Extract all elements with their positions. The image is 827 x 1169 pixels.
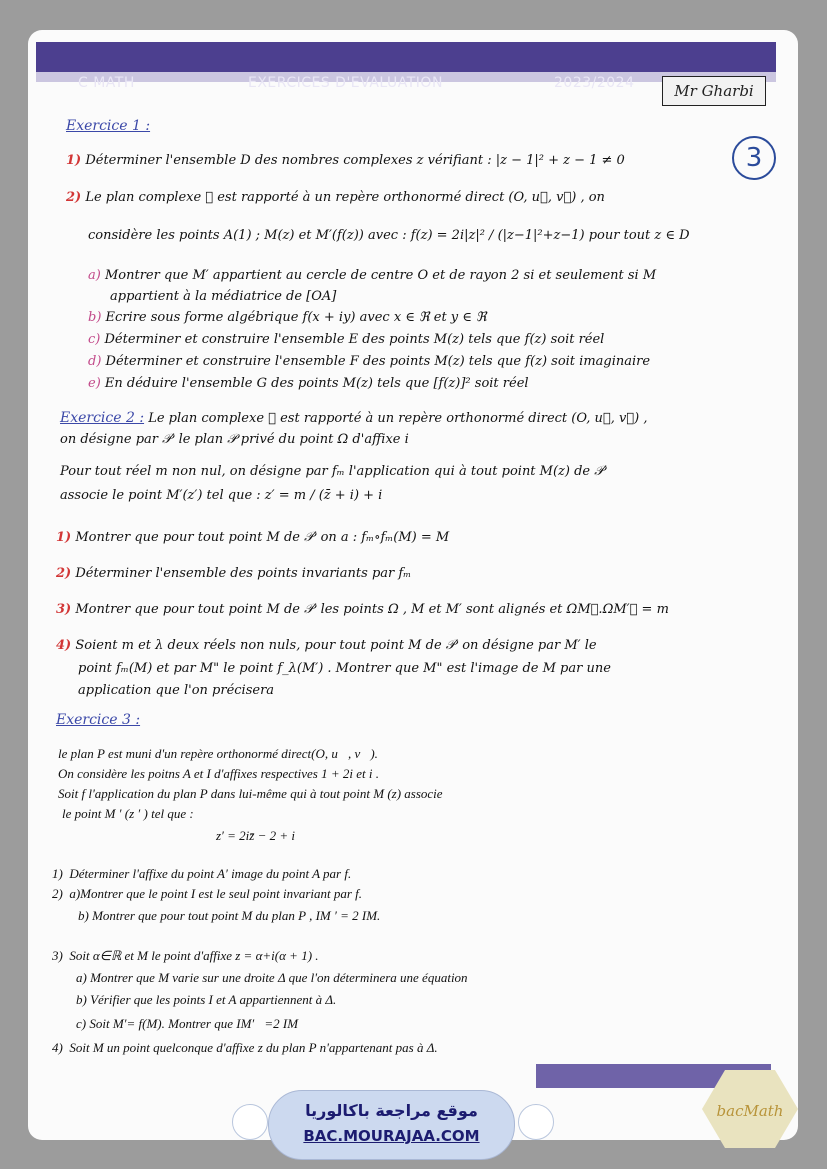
ex1-e-text: En déduire l'ensemble G des points M(z) tels que [f(z)]² soit réel [104, 376, 529, 391]
ex1-q2-number: 2) [66, 190, 82, 205]
ex2-q2-text: Déterminer l'ensemble des points invariants par fₘ [75, 566, 412, 581]
ex2-q1-number: 1) [56, 530, 72, 545]
ex3-q1-text: Déterminer l'affixe du point A′ image du point A par f. [69, 866, 352, 881]
ex3-q3a-text: a) Montrer que M varie sur une droite Δ que l'on déterminera une équation [76, 970, 468, 985]
ex2-def-line2: associe le point M′(z′) tel que : z′ = m / (z̄ + i) + i [60, 488, 383, 503]
ex3-line1: le plan P est muni d'un repère orthonormé direct(O, u⃗, v⃗). [58, 746, 378, 761]
ex3-q2b-text: b) Montrer que pour tout point M du plan P , IM ′ = 2 IM. [78, 908, 381, 923]
ex3-line4: le point M ′ (z ′ ) tel que : [62, 806, 194, 821]
header-year: 2023/2024 [554, 75, 635, 91]
ex3-q2a-text: a)Montrer que le point I est le seul point invariant par f. [69, 886, 363, 901]
ex2-intro-line1: Le plan complexe 𝒫 est rapporté à un repère orthonormé direct (O, u⃗, v⃗) , [148, 411, 648, 426]
ex1-b-label: b) [88, 310, 102, 325]
ex2-q4-line2: point fₘ(M) et par M" le point f_λ(M′) . Montrer que M" est l'image de M par une [78, 661, 611, 676]
ex1-a-label: a) [88, 268, 101, 283]
ex1-a-line1: Montrer que M′ appartient au cercle de centre O et de rayon 2 si et seulement si M [104, 268, 657, 283]
exercise-3-title: Exercice 3 : [56, 712, 141, 728]
ex2-def-line1: Pour tout réel m non nul, on désigne par fₘ l'application qui à tout point M(z) de 𝒫′ [60, 464, 607, 479]
site-logo[interactable] [268, 1090, 515, 1160]
ex1-q2-line2: considère les points A(1) ; M(z) et M′(f(z)) avec : f(z) = 2i|z|² / (|z−1|²+z−1) pour tout z ∈ D [88, 228, 690, 243]
logo-left-icon [232, 1104, 268, 1140]
ex2-q3-text: Montrer que pour tout point M de 𝒫′ les points Ω , M et M′ sont alignés et ΩM⃗.ΩM′⃗ = m [75, 602, 669, 617]
ex1-d-text: Déterminer et construire l'ensemble F des points M(z) tels que f(z) soit imaginaire [105, 354, 651, 369]
ex3-formula: z′ = 2iz̄ − 2 + i [216, 828, 296, 843]
header-left: C MATH [78, 75, 135, 91]
bacmath-logo-text: bacMath [716, 1102, 784, 1120]
bacmath-logo-icon [700, 1068, 800, 1150]
ex1-c-label: c) [88, 332, 101, 347]
ex2-intro-line2: on désigne par 𝒫′ le plan 𝒫 privé du point Ω d'affixe i [60, 432, 409, 447]
ex3-line3: Soit f l'application du plan P dans lui-même qui à tout point M (z) associe [58, 786, 443, 801]
ex2-q4-line1: Soient m et λ deux réels non nuls, pour tout point M de 𝒫′ on désigne par M′ le [75, 638, 597, 653]
ex2-q3-number: 3) [56, 602, 72, 617]
exercise-2-title: Exercice 2 : [60, 410, 145, 426]
ex3-q3b-text: b) Vérifier que les points I et A appartiennent à Δ. [76, 992, 337, 1007]
ex3-line2: On considère les poitns A et I d'affixes respectives 1 + 2i et i . [58, 766, 379, 781]
ex1-q1-text: Déterminer l'ensemble D des nombres complexes z vérifiant : |z − 1|² + z − 1 ≠ 0 [85, 153, 625, 168]
site-url[interactable]: BAC.MOURAJAA.COM [303, 1127, 480, 1145]
ex3-q4-text: Soit M un point quelconque d'affixe z du plan P n'appartenant pas à Δ. [69, 1040, 438, 1055]
logo-right-icon [518, 1104, 554, 1140]
ex1-d-label: d) [88, 354, 102, 369]
ex1-q1-number: 1) [66, 153, 82, 168]
ex2-q2-number: 2) [56, 566, 72, 581]
ex3-q1-number: 1) [52, 866, 63, 881]
ex1-q2-line1: Le plan complexe 𝒫 est rapporté à un repère orthonormé direct (O, u⃗, v⃗) , on [85, 190, 605, 205]
ex1-b-text: Ecrire sous forme algébrique f(x + iy) avec x ∈ ℜ et y ∈ ℜ [105, 310, 487, 325]
ex3-q4-number: 4) [52, 1040, 63, 1055]
header-teacher: Mr Gharbi [662, 76, 766, 106]
ex1-e-label: e) [88, 376, 101, 391]
ex3-q3-number: 3) [52, 948, 63, 963]
ex2-q4-line3: application que l'on précisera [78, 683, 275, 698]
ex1-a-line2: appartient à la médiatrice de [OA] [110, 289, 337, 304]
exercise-1-title: Exercice 1 : [66, 118, 151, 134]
sheet-number-badge: 3 [732, 136, 776, 180]
ex1-c-text: Déterminer et construire l'ensemble E des points M(z) tels que f(z) soit réel [104, 332, 605, 347]
ex2-q4-number: 4) [56, 638, 72, 653]
ex3-q2-number: 2) [52, 886, 63, 901]
site-name-arabic: موقع مراجعة باكالوريا [305, 1101, 478, 1120]
ex3-q3-text: Soit α∈ℝ et M le point d'affixe z = α+i(α + 1) . [69, 948, 319, 963]
ex3-q3c-text: c) Soit M′= f(M). Montrer que IM′⃗=2 IM⃗ [76, 1016, 309, 1031]
ex2-q1-text: Montrer que pour tout point M de 𝒫′ on a : fₘ∘fₘ(M) = M [75, 530, 450, 545]
header-center: EXERCICES D'EVALUATION [248, 75, 443, 91]
